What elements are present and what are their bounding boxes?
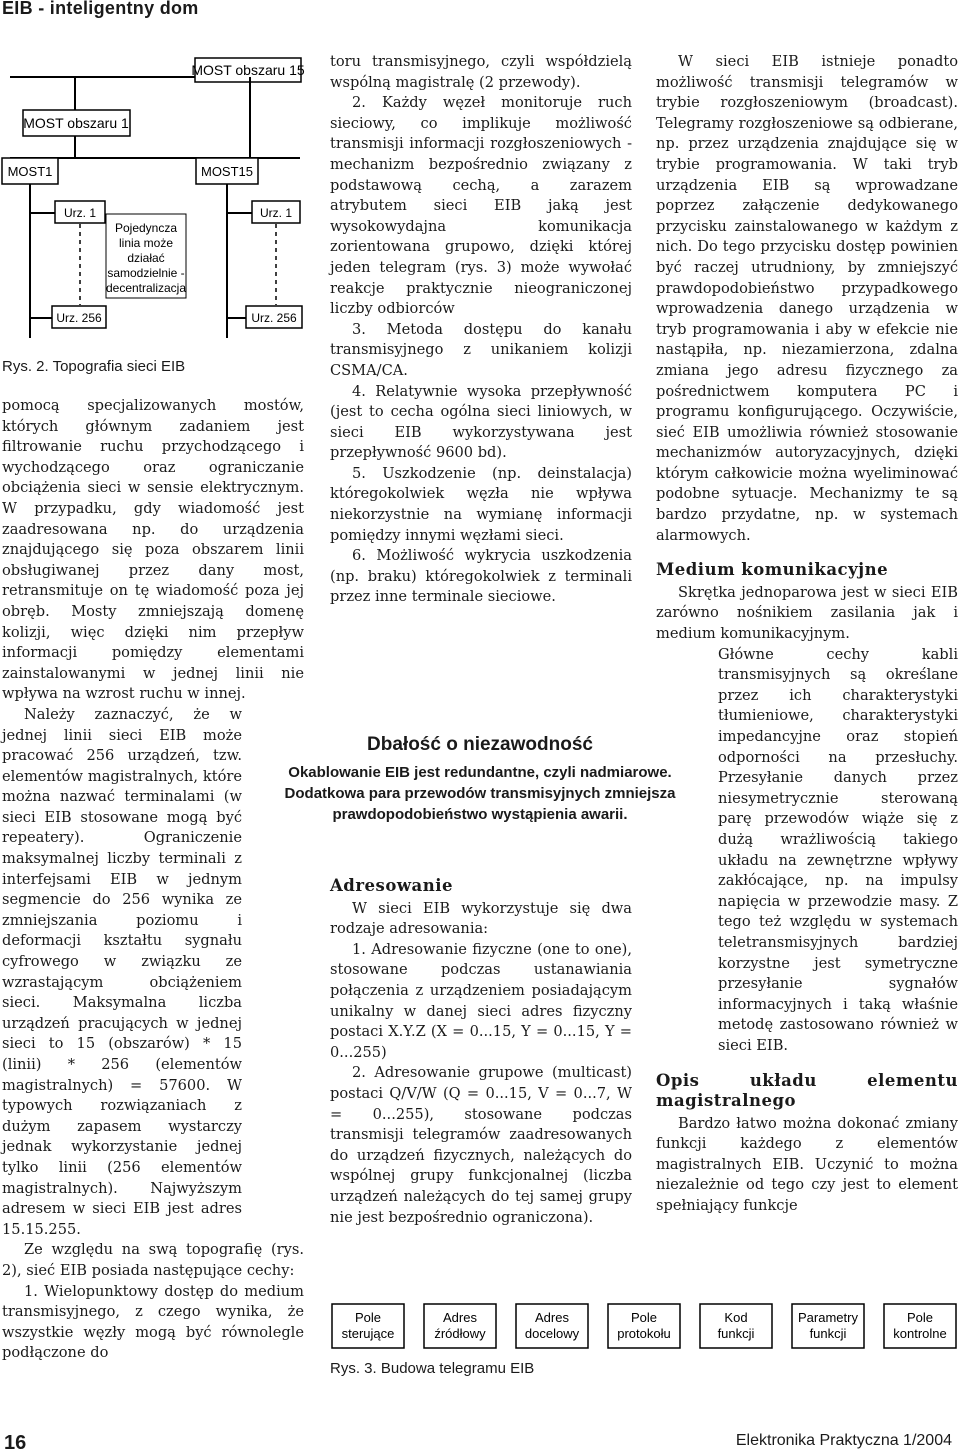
col2-paragraph-2: 2. Każdy węzeł monitoruje ruch sieciowy, co implikuje możliwość transmisji informacji rozgłoszeniowych - mechanizm bezpośrednio związany z podstawową cechą, a zarazem atrybutem sieci EIB jaką jest wysokowydajna komunikacja zorientowana grupowo, dzięki której jeden telegram (rys. 3) może wywołać reakcje praktycznie nieograniczonej liczby odbiorców — [330, 94, 632, 318]
network-topology-diagram — [0, 48, 310, 388]
telegram-structure-diagram — [328, 1300, 960, 1358]
urz256-left-label: Urz. 256 — [56, 311, 102, 325]
figure-3-caption: Rys. 3. Budowa telegramu EIB — [330, 1360, 535, 1377]
note-line-5: decentralizacja — [105, 281, 187, 295]
col1-paragraph-4: 1. Wielopunktowy dostęp do medium transmisyjnego, z czego wynika, że wszystkie węzły mogą być równolegle podłączone do — [2, 1282, 304, 1362]
reliability-note-text: Okablowanie EIB jest redundantne, czyli nadmiarowe. Dodatkowa para przewodów transmisyjnych zmniejsza prawdopodobieństwo wystąpienia awarii. — [284, 764, 676, 823]
telegram-field-5-line-1: Kod — [724, 1310, 748, 1325]
reliability-note — [250, 734, 710, 825]
telegram-field-4 — [608, 1304, 680, 1348]
col2-paragraph-1: toru transmisyjnego, czyli współdzielą wspólną magistralę (2 przewody). — [330, 53, 632, 91]
urz1-left-label: Urz. 1 — [63, 206, 97, 220]
column-1 — [2, 396, 304, 1364]
col2-paragraph-5: 5. Uszkodzenie (np. deinstalacja) któregokolwiek węzła nie wpływa niekorzystnie na wymianę informacji pomiędzy innymi węzłami sieci. — [330, 464, 632, 544]
page-number: 16 — [4, 1432, 27, 1454]
telegram-field-1 — [332, 1304, 404, 1348]
figure-2-caption: Rys. 2. Topografia sieci EIB — [2, 358, 186, 375]
telegram-field-4-line-2: protokołu — [617, 1326, 671, 1341]
col3-paragraph-2a: Skrętka jednoparowa jest w sieci EIB zarówno nośnikiem zasilania jak i medium komunikacyjnym. — [656, 583, 958, 643]
telegram-field-2-line-2: źródłowy — [434, 1326, 486, 1341]
col3-paragraph-3: Bardzo łatwo można dokonać zmiany funkcji każdego z elementów magistralnych EIB. Uczynić to można niezależnie od tego czy jest to element spełniający funkcje — [656, 1114, 958, 1215]
telegram-field-6-line-1: Parametry — [798, 1310, 858, 1325]
col1-paragraph-2: Należy zaznaczyć, że w jednej linii sieci EIB może pracować 256 urządzeń, tzw. elementów magistralnych, które można nazwać terminalami (w sieci EIB stosowane mogą być repeatery). Ograniczenie maksymalnej liczby terminali z interfejsami EIB w jednym segmencie do 256 wynika ze zmniejszania poziomu i deformacji kształtu sygnału cyfrowego w związku ze wzrastającym obciążeniem sieci. Maksymalna liczba urządzeń pracujących w jednej sieci to 15 (obszarów) * 15 (linii) * 256 (elementów magistralnych) = 57600. W typowych rozwiązaniach z dużym zapasem wystarczy jednak wykorzystanie jednej tylko linii (256 elementów magistralnych). Najwyższym adresem w sieci EIB jest adres 15.15.255. — [2, 705, 242, 1238]
note-line-3: działać — [127, 251, 165, 265]
telegram-field-7-line-1: Pole — [906, 1310, 934, 1325]
telegram-field-3-line-1: Adres — [535, 1310, 569, 1325]
telegram-field-4-line-1: Pole — [630, 1310, 658, 1325]
telegram-field-5-line-2: funkcji — [717, 1326, 755, 1341]
page-header: EIB - inteligentny dom — [2, 0, 199, 18]
heading-opis-ukladu: Opis układu elementu magistralnego — [656, 1070, 958, 1111]
telegram-field-3-line-2: docelowy — [524, 1326, 580, 1341]
most-obszaru-15-label: MOST obszaru 15 — [191, 62, 305, 78]
reliability-note-title: Dbałość o niezawodność — [367, 734, 593, 755]
most-obszaru-1-label: MOST obszaru 1 — [23, 115, 129, 131]
telegram-field-7 — [884, 1304, 956, 1348]
col2-paragraph-8: 1. Adresowanie fizyczne (one to one), stosowane podczas ustanawiania połączenia z urządzeniem posiadającym unikalny w danej sieci adres fizyczny postaci X.Y.Z (X = 0...15, Y = 0...15, Y = 0...255) — [330, 940, 632, 1061]
col2-paragraph-4: 4. Relatywnie wysoka przepływność (jest to cecha ogólna sieci liniowych, w sieci EIB wykorzystywana jest przepływność 9600 bd). — [330, 382, 632, 462]
telegram-field-7-line-2: kontrolne — [893, 1326, 947, 1341]
heading-adresowanie: Adresowanie — [330, 876, 453, 895]
heading-medium-komunikacyjne: Medium komunikacyjne — [656, 560, 889, 580]
note-line-2: linia może — [118, 236, 174, 250]
col1-paragraph-3: Ze względu na swą topografię (rys. 2), sieć EIB posiada następujące cechy: — [2, 1241, 304, 1279]
col2-paragraph-7: W sieci EIB wykorzystuje się dwa rodzaje adresowania: — [330, 899, 632, 938]
note-line-4: samodzielnie - — [107, 266, 185, 280]
col2-paragraph-9: 2. Adresowanie grupowe (multicast) postaci Q/V/W (Q = 0...15, V = 0...7, W = 0...255), stosowane podczas transmisji telegramów zaadresowanych do urządzeń fizycznych, należących do wspólnej grupy funkcjonalnej (liczba urządzeń należących do tej samej grupy nie jest bezpośrednio ograniczona). — [330, 1064, 632, 1226]
col2-paragraph-3: 3. Metoda dostępu do kanału transmisyjnego z unikaniem kolizji CSMA/CA. — [330, 320, 632, 379]
most1-label: MOST1 — [7, 164, 53, 179]
col1-paragraph-1: pomocą specjalizowanych mostów, których głównym zadaniem jest filtrowanie ruchu przychodzącego i wychodzącego oraz ograniczanie obciążenia sieci w sensie elektrycznym. W przypadku, gdy wiadomość jest zaadresowana np. do urządzenia znajdującego się poza obszarem linii obsługiwanej przez dany most, retransmituje on tę wiadomość poza jej obręb. Mosty zmniejszają domenę kolizji, więc dzięki nim przepływ informacji pomiędzy elementami zainstalowanymi w jednej linii nie wpływa na wzrost ruchu w innej. — [2, 397, 304, 703]
magazine-issue: Elektronika Praktyczna 1/2004 — [735, 1432, 952, 1449]
urz256-right-label: Urz. 256 — [251, 311, 297, 325]
column-2 — [330, 52, 632, 608]
telegram-field-2-line-1: Adres — [443, 1310, 477, 1325]
col3-paragraph-2b: Główne cechy kabli transmisyjnych są określane przez ich charakterystyki tłumieniowe, charakterystyki impedancyjne oraz stopień odporności na przesłuchy. Przesyłanie danych przez niesymetrycznie sterowaną parę przewodów wiąże się z dużą wrażliwością takiego układu na zewnętrzne wpływy zakłócające, np. na impulsy napięcia w przewodzie masy. Z tego też względu w systemach teletransmisyjnych bardziej korzystne jest symetryczne przesyłanie sygnałów informacyjnych i taką właśnie metodę zastosowano również w sieci EIB. — [718, 645, 958, 1054]
telegram-field-2 — [424, 1304, 496, 1348]
telegram-field-1-line-1: Pole — [354, 1310, 382, 1325]
telegram-field-6-line-2: funkcji — [809, 1326, 847, 1341]
note-line-1: Pojedyncza — [114, 221, 178, 235]
telegram-field-1-line-2: sterujące — [341, 1326, 395, 1341]
telegram-field-5 — [700, 1304, 772, 1348]
telegram-field-6 — [792, 1304, 864, 1348]
col2-paragraph-6: 6. Możliwość wykrycia uszkodzenia (np. braku) któregokolwiek z terminali przez inne terminale sieciowe. — [330, 547, 632, 606]
urz1-right-label: Urz. 1 — [259, 206, 293, 220]
most15-label: MOST15 — [200, 164, 254, 179]
column-3 — [656, 52, 958, 1217]
col3-paragraph-1: W sieci EIB istnieje ponadto możliwość transmisji telegramów w trybie rozgłoszeniowym (broadcast). Telegramy rozgłoszeniowe są odbierane, np. przez urządzenia znajdujące się w trybie programowania. W taki tryb urządzenia EIB są wprowadzane poprzez załączenie dedykowanego przycisku zainstalowanego w każdym z nich. Do tego przycisku dostęp powinien być raczej utrudniony, by zmniejszyć prawdopodobieństwo przypadkowego wprowadzenia danego urządzenia w tryb programowania i aby w efekcie nie nastąpiła, np. niezamierzona, zdalna zmiana jego adresu fizycznego za pośrednictwem komputera PC i programu konfigurującego. Oczywiście, sieć EIB umożliwia również stosowanie mechanizmów autoryzacyjnych, dzięki którym całkowicie można wyeliminować podobne sytuacje. Mechanizmy te są bardzo przydatne, np. w systemach alarmowych. — [656, 53, 958, 544]
column-2-lower — [330, 876, 632, 1228]
telegram-field-3 — [516, 1304, 588, 1348]
